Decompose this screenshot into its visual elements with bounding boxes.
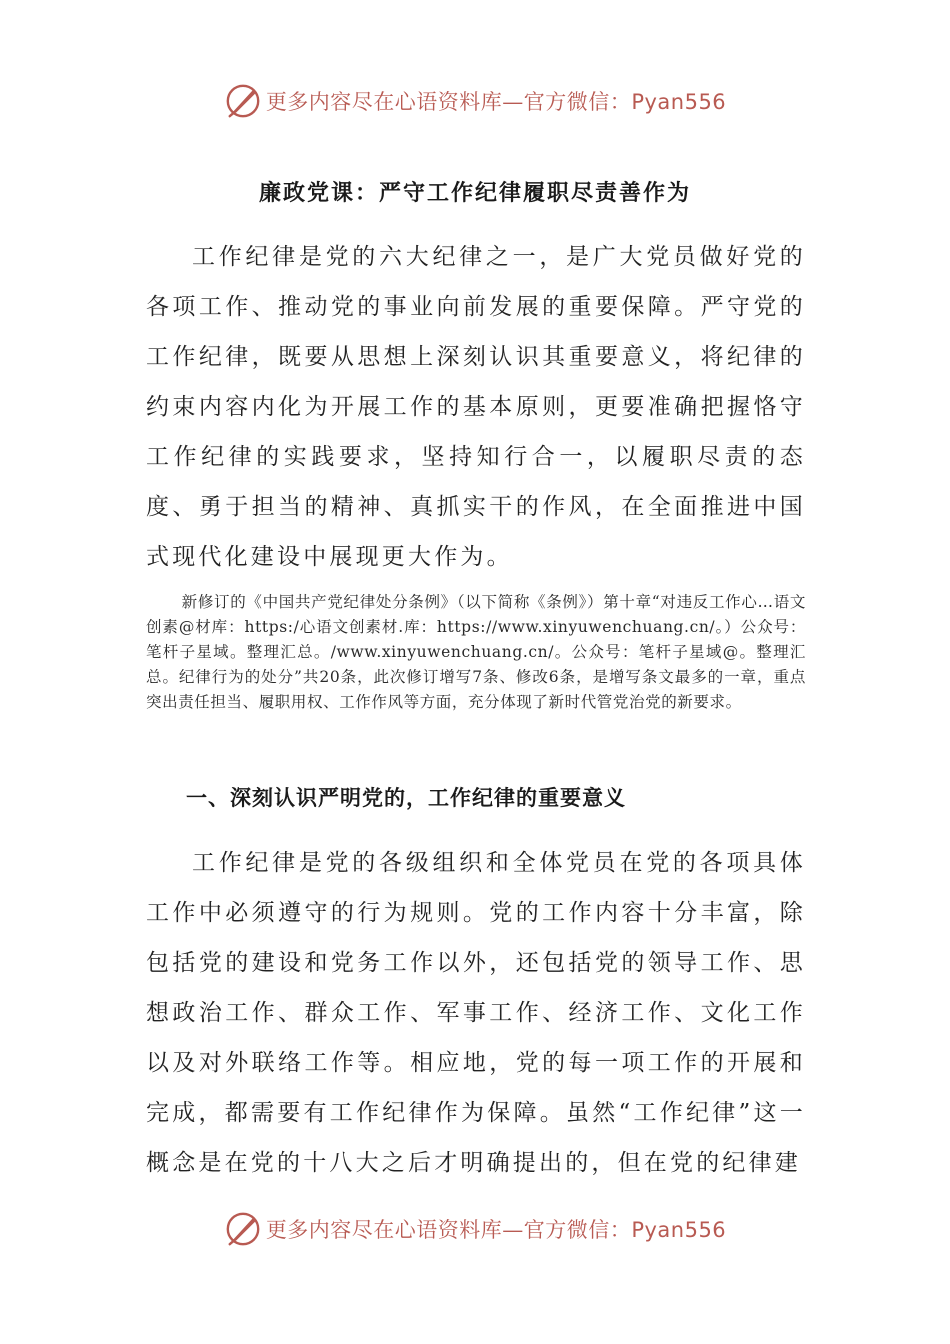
- banner-wechat-id: Pyan556: [631, 1218, 727, 1242]
- quill-logo-icon: [224, 1210, 262, 1248]
- banner-text: [266, 86, 726, 116]
- intro-paragraph: 工作纪律是党的六大纪律之一，是广大党员做好党的各项工作、推动党的事业向前发展的重要保障。严守党的工作纪律，既要从思想上深刻认识其重要意义，将纪律的约束内容内化为开展工作的基本原则，更要准确把握恪守工作纪律的实践要求，坚持知行合一，以履职尽责的态度、勇于担当的精神、真抓实干的作风，在全面推进中国式现代化建设中展现更大作为。: [146, 244, 806, 570]
- section-heading-1: 一、深刻认识严明党的，工作纪律的重要意义: [186, 785, 626, 810]
- section-1-paragraph: 工作纪律是党的各级组织和全体党员在党的各项具体工作中必须遵守的行为规则。党的工作内容十分丰富，除包括党的建设和党务工作以外，还包括党的领导工作、思想政治工作、群众工作、军事工作、经济工作、文化工作以及对外联络工作等。相应地，党的每一项工作的开展和完成，都需要有工作纪律作为保障。虽然“工作纪律”这一概念是在党的十八大之后才明确提出的，但在党的纪律建: [146, 850, 806, 1176]
- header-watermark-banner: [0, 82, 950, 120]
- footer-watermark-banner: [0, 1210, 950, 1248]
- regulation-note-paragraph: 新修订的《中国共产党纪律处分条例》（以下简称《条例》）第十章“对违反工作心…语文创素@材库：https:/心语文创素材.库：https://www.xinyuwenchuang.cn/。）公众号：笔杆子星域。整理汇总。/www.xinyuwenchuang.cn/。公众号：笔杆子星域@。整理汇总。纪律行为的处分”共20条，此次修订增写7条、修改6条，是增写条文最多的一章，重点突出责任担当、履职用权、工作作风等方面，充分体现了新时代管党治党的新要求。: [146, 593, 806, 711]
- banner-text-cn: 更多内容尽在心语资料库—官方微信：: [265, 90, 632, 114]
- banner-wechat-id: Pyan556: [631, 90, 727, 114]
- document-title: 廉政党课：严守工作纪律履职尽责善作为: [258, 180, 691, 206]
- banner-text: [266, 1214, 726, 1244]
- quill-logo-icon: [224, 82, 262, 120]
- banner-text-cn: 更多内容尽在心语资料库—官方微信：: [265, 1218, 632, 1242]
